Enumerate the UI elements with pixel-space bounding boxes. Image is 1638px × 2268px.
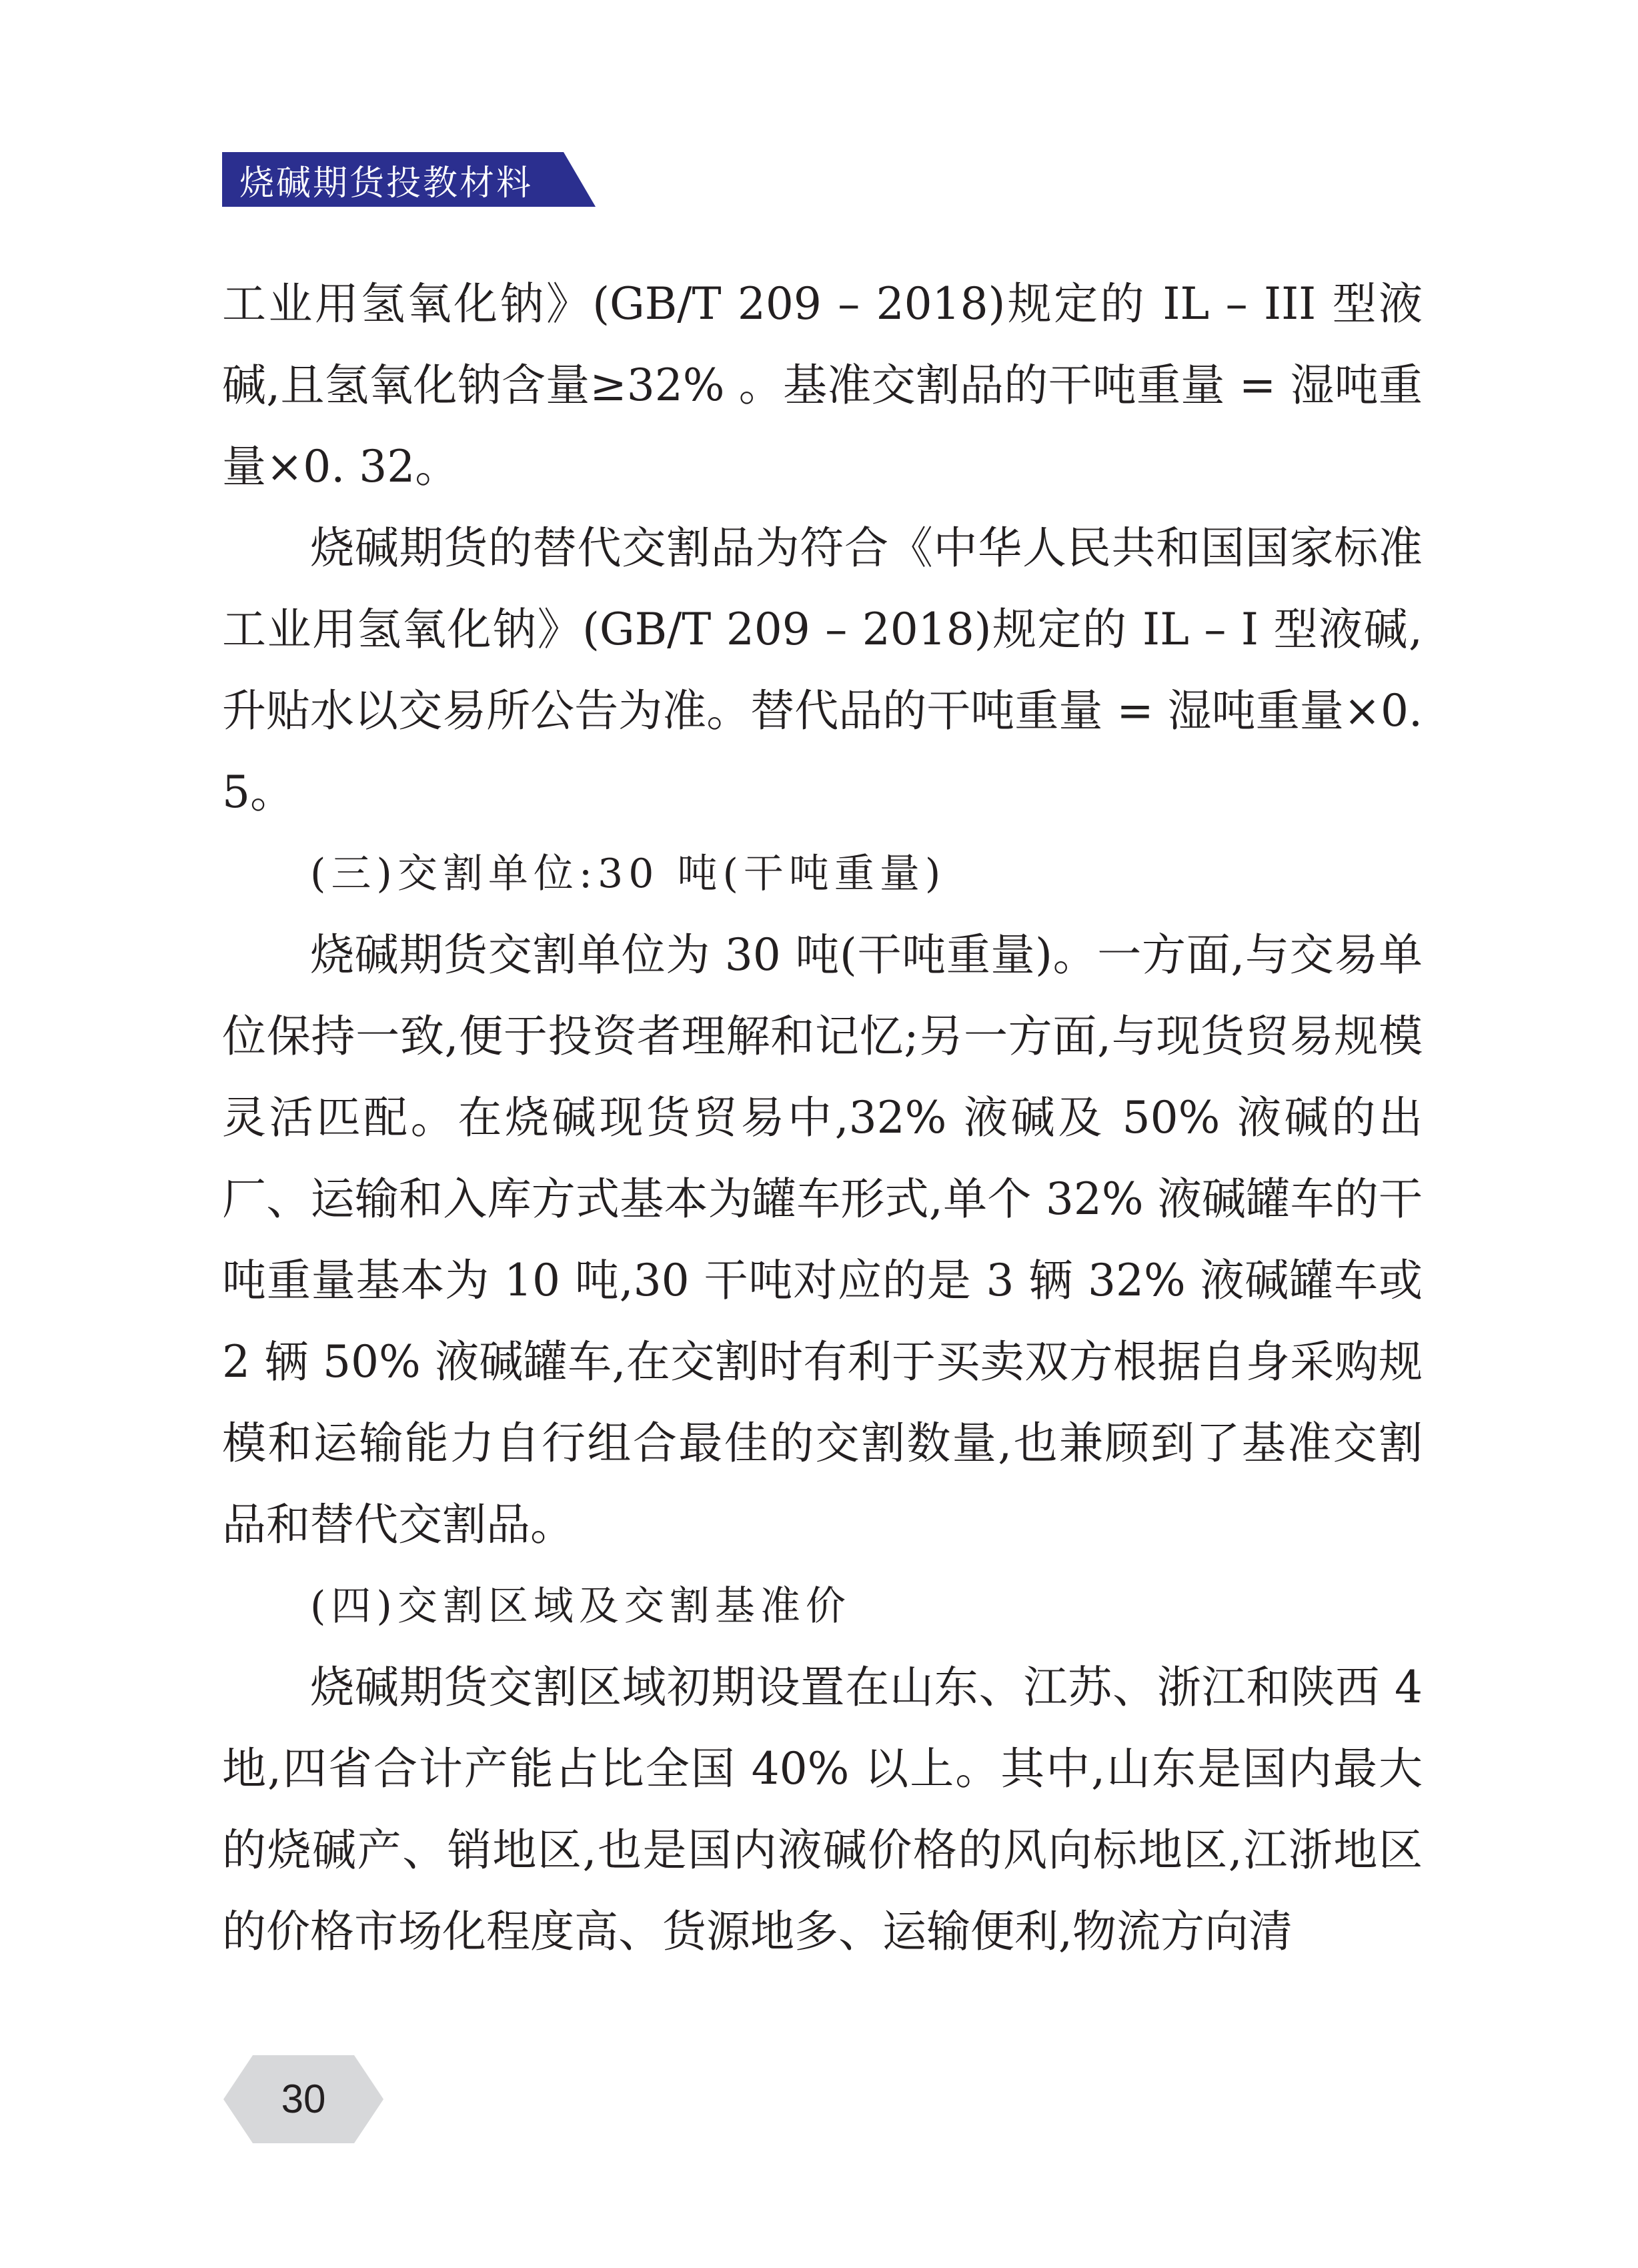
header-title: 烧碱期货投教材料 xyxy=(239,163,534,203)
header-banner xyxy=(222,152,596,207)
paragraph-delivery-region: 烧碱期货交割区域初期设置在山东、江苏、浙江和陕西 4 地,四省合计产能占比全国 40% 以上。其中,山东是国内最大的烧碱产、销地区,也是国内液碱价格的风向标地区,江浙地区的价格市场化程度高、货源地多、运输便利,物流方向清 xyxy=(222,1662,1423,1957)
page-number: 30 xyxy=(281,2077,326,2121)
page-number-badge xyxy=(223,2053,383,2146)
paragraph-base-delivery: 工业用氢氧化钠》(GB/T 209 – 2018)规定的 IL – III 型液碱,且氢氧化钠含量≥32% 。基准交割品的干吨重量 = 湿吨重量×0. 32。 xyxy=(222,278,1423,492)
paragraph-substitute-delivery: 烧碱期货的替代交割品为符合《中华人民共和国国家标准 工业用氢氧化钠》(GB/T 209 – 2018)规定的 IL – I 型液碱,升贴水以交易所公告为准。替代品的干吨重量 = 湿吨重量×0. 5。 xyxy=(222,522,1423,818)
section-heading-delivery-unit: (三)交割单位:30 吨(干吨重量) xyxy=(310,851,946,897)
paragraph-delivery-unit: 烧碱期货交割单位为 30 吨(干吨重量)。一方面,与交易单位保持一致,便于投资者理解和记忆;另一方面,与现货贸易规模灵活匹配。在烧碱现货贸易中,32% 液碱及 50% 液碱的出厂、运输和入库方式基本为罐车形式,单个 32% 液碱罐车的干吨重量基本为 10 吨,30 干吨对应的是 3 辆 32% 液碱罐车或 2 辆 50% 液碱罐车,在交割时有利于买卖双方根据自身采购规模和运输能力自行组合最佳的交割数量,也兼顾到了基准交割品和替代交割品。 xyxy=(222,929,1423,1550)
page-body xyxy=(222,263,1423,1972)
section-heading-delivery-region: (四)交割区域及交割基准价 xyxy=(310,1583,851,1630)
